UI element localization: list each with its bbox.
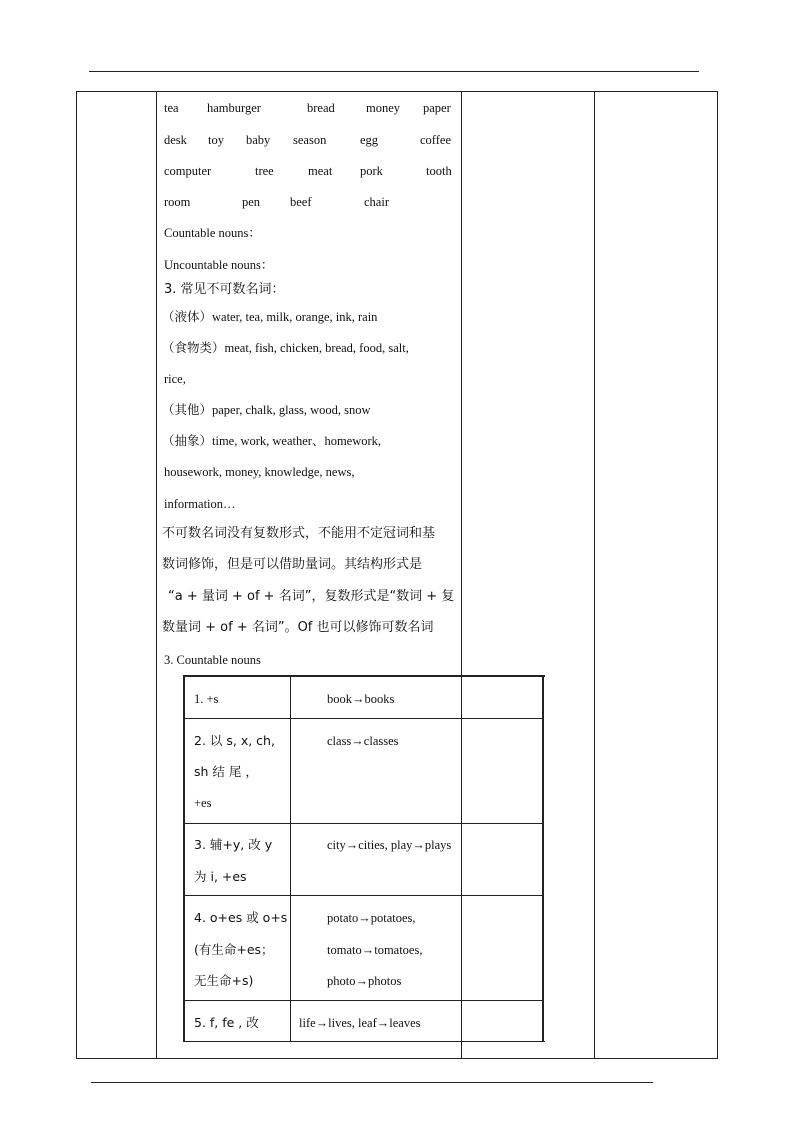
inner-table-bottom — [183, 1041, 545, 1042]
inner-table-left — [183, 675, 185, 1042]
vocab-word: pork — [360, 164, 383, 178]
inner-row-divider — [183, 718, 544, 719]
rule-cell: 为 i, +es — [194, 869, 247, 884]
example-cell: potato→potatoes, — [327, 911, 416, 925]
rule-cell: 3. 辅+y, 改 y — [194, 837, 273, 852]
abstract-line-end: information… — [164, 497, 236, 511]
vocab-word: money — [366, 101, 401, 115]
vocab-word: desk — [164, 133, 187, 147]
vocab-word: baby — [246, 133, 271, 147]
vocab-word: paper — [423, 101, 451, 115]
table-left-border — [76, 91, 77, 1059]
paragraph-line: “a + 量词 + of + 名词”，复数形式是“数词 + 复 — [168, 589, 455, 604]
vocab-word: egg — [360, 133, 379, 147]
vocab-word: toy — [208, 133, 224, 147]
vocab-word: coffee — [420, 133, 451, 147]
inner-table-top — [183, 675, 545, 677]
vocab-word: meat — [308, 164, 333, 178]
inner-table-right — [542, 675, 544, 1042]
section-3-heading: 3. 常见不可数名词： — [164, 282, 285, 297]
inner-row-divider — [183, 1000, 544, 1001]
footer-rule — [91, 1082, 653, 1083]
table-top-border — [76, 91, 718, 92]
vocab-word: season — [293, 133, 327, 147]
paragraph-line: 数量词 + of + 名词”。Of 也可以修饰可数名词 — [162, 620, 434, 635]
rule-cell: (有生命+es； — [194, 942, 274, 957]
example-cell: city→cities, play→plays — [327, 838, 452, 852]
table-bottom-border — [76, 1058, 718, 1059]
rule-cell: 5. f, fe , 改 — [194, 1015, 259, 1030]
vocab-word: tea — [164, 101, 179, 115]
rule-cell: 1. +s — [194, 692, 219, 706]
vocab-word: room — [164, 195, 191, 209]
rule-cell: 2. 以 s, x, ch, — [194, 733, 275, 748]
table-col-divider-1 — [156, 91, 157, 1059]
countable-nouns-heading: 3. Countable nouns — [164, 653, 261, 667]
vocab-word: tooth — [426, 164, 452, 178]
table-col-divider-2 — [461, 91, 462, 1059]
vocab-word: bread — [307, 101, 335, 115]
example-cell: class→classes — [327, 734, 399, 748]
vocab-word: pen — [242, 195, 261, 209]
example-cell: book→books — [327, 692, 395, 706]
example-cell: photo→photos — [327, 974, 402, 988]
abstract-line-cont: housework, money, knowledge, news, — [164, 465, 355, 479]
others-line: （其他）paper, chalk, glass, wood, snow — [162, 403, 371, 417]
countable-nouns-label: Countable nouns： — [164, 226, 261, 240]
vocab-word: beef — [290, 195, 312, 209]
table-col-divider-3 — [594, 91, 595, 1059]
rule-cell: 无生命+s) — [194, 973, 254, 988]
table-right-border — [717, 91, 718, 1059]
inner-row-divider — [183, 823, 544, 824]
example-cell: life→lives, leaf→leaves — [299, 1016, 421, 1030]
uncountable-nouns-label: Uncountable nouns： — [164, 258, 274, 272]
rule-cell: 4. o+es 或 o+s — [194, 910, 288, 925]
vocab-word: hamburger — [207, 101, 261, 115]
paragraph-line: 数词修饰，但是可以借助量词。其结构形式是 — [162, 557, 423, 572]
liquid-line: （液体）water, tea, milk, orange, ink, rain — [162, 310, 378, 324]
paragraph-line: 不可数名词没有复数形式，不能用不定冠词和基 — [162, 526, 436, 541]
inner-row-divider — [183, 895, 544, 896]
food-line: （食物类）meat, fish, chicken, bread, food, salt, — [162, 341, 409, 355]
food-line-cont: rice, — [164, 372, 186, 386]
example-cell: tomato→tomatoes, — [327, 943, 423, 957]
abstract-line: （抽象）time, work, weather、homework, — [162, 434, 382, 448]
header-rule — [89, 71, 699, 72]
vocab-word: tree — [255, 164, 274, 178]
vocab-word: chair — [364, 195, 389, 209]
rule-cell: +es — [194, 796, 212, 810]
vocab-word: computer — [164, 164, 212, 178]
rule-cell: sh 结 尾 ， — [194, 764, 258, 779]
inner-col-divider — [290, 675, 291, 1042]
